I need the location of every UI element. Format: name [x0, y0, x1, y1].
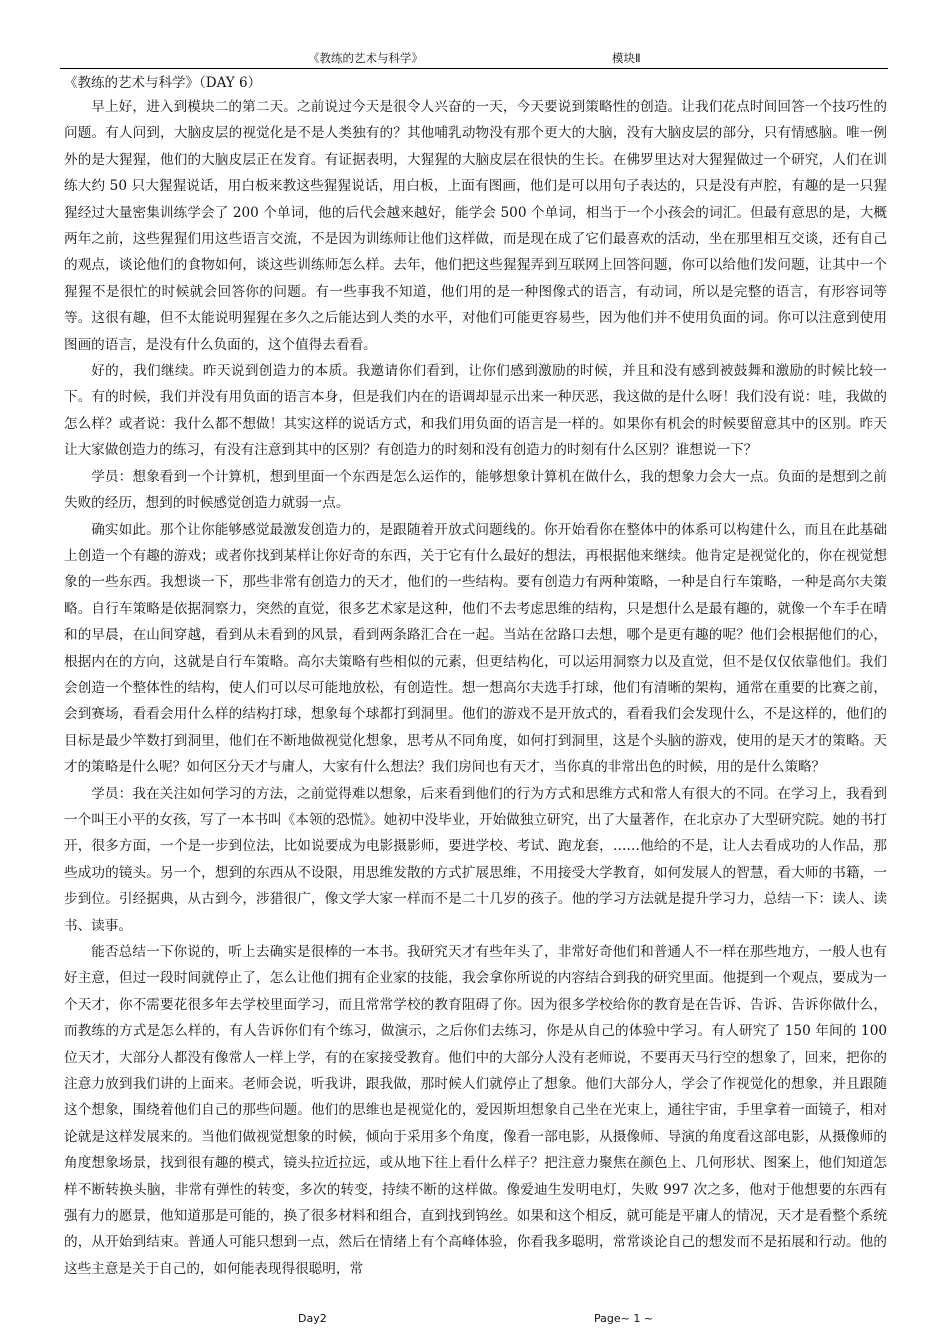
footer-day-label: Day2	[298, 1312, 327, 1325]
document-title: 《教练的艺术与科学》（DAY 6）	[64, 75, 262, 91]
page-footer	[0, 1312, 950, 1332]
page-header	[60, 48, 888, 69]
paragraph: 好的，我们继续。昨天说到创造力的本质。我邀请你们看到，让你们感到激励的时候，并且和没有感到被鼓舞和激励的时候比较一下。有的时候，我们并没有用负面的语言本身，但是我们内在的语调却显示出来一种厌恶，我这做的是什么呀！我们没有说：哇，我做的怎么样？或者说：我什么都不想做！其实这样的说话方式，和我们用负面的语言是一样的。如果你有机会的时候要留意其中的区别。昨天让大家做创造力的练习，有没有注意到其中的区别？有创造力的时刻和没有创造力的时刻有什么区别？谁想说一下？	[64, 363, 887, 459]
header-book-title: 《教练的艺术与科学》	[308, 51, 423, 65]
header-module-label: 模块Ⅱ	[612, 51, 641, 65]
paragraph: 确实如此。那个让你能够感觉最激发创造力的，是跟随着开放式问题线的。你开始看你在整体中的体系可以构建什么，而且在此基础上创造一个有趣的游戏；或者你找到某样让你好奇的东西，关于它有什么最好的想法，再根据他来继续。他肯定是视觉化的，你在视觉想象的一些东西。我想谈一下，那些非常有创造力的天才，他们的一些结构。要有创造力有两种策略，一种是自行车策略，一种是高尔夫策略。自行车策略是依据洞察力，突然的直觉，很多艺术家是这种，他们不去考虑思维的结构，只是想什么是最有趣的，就像一个车手在晴和的早晨，在山间穿越，看到从未看到的风景，看到两条路汇合在一起。当站在岔路口去想，哪个是更有趣的呢？他们会根据他们的心，根据内在的方向，这就是自行车策略。高尔夫策略有些相似的元素，但更结构化，可以运用洞察力以及直觉，但不是仅仅依靠他们。我们会创造一个整体性的结构，使人们可以尽可能地放松，有创造性。想一想高尔夫选手打球，他们有清晰的架构，通常在重要的比赛之前，会到赛场，看看会用什么样的结构打球，想象每个球都打到洞里。他们的游戏不是开放式的，看看我们会发现什么，不是这样的，他们的目标是最少竿数打到洞里，他们在不断地做视觉化想象，思考从不同角度，如何打到洞里，这是个头脑的游戏，使用的是天才的策略。天才的策略是什么呢？如何区分天才与庸人，大家有什么想法？我们房间也有天才，当你真的非常出色的时候，用的是什么策略？	[64, 521, 887, 776]
document-body	[64, 72, 887, 1288]
paragraph: 能否总结一下你说的，听上去确实是很棒的一本书。我研究天才有些年头了，非常好奇他们和普通人不一样在那些地方，一般人也有好主意，但过一段时间就停止了，怎么让他们拥有企业家的技能，我会拿你所说的内容结合到我的研究里面。他提到一个观点，要成为一个天才，你不需要花很多年去学校里面学习，而且常常学校的教育阻碍了你。因为很多学校给你的教育是在告诉、告诉、告诉你做什么，而教练的方式是怎么样的，有人告诉你们有个练习，做演示，之后你们去练习，你是从自己的体验中学习。有人研究了 150 年间的 100 位天才，大部分人都没有像常人一样上学，有的在家接受教育。他们中的大部分人没有老师说，不要再天马行空的想象了，回来，把你的注意力放到我们讲的上面来。老师会说，听我讲，跟我做，那时候人们就停止了想象。他们大部分人，学会了作视觉化的想象，并且跟随这个想象，围绕着他们自己的那些问题。他们的思维也是视觉化的，爱因斯坦想象自己坐在光束上，通往宇宙，手里拿着一面镜子，相对论就是这样发展来的。当他们做视觉想象的时候，倾向于采用多个角度，像看一部电影，从摄像师、导演的角度看这部电影，从摄像师的角度想象场景，找到很有趣的模式，镜头拉近拉远，或从地下往上看什么样子？把注意力聚焦在颜色上、几何形状、图案上，他们知道怎样不断转换头脑，非常有弹性的转变，多次的转变，持续不断的这样做。像爱迪生发明电灯，失败 997 次之多，他对于他想要的东西有强有力的愿景，他知道那是可能的，换了很多材料和组合，直到找到钨丝。如果和这个相反，就可能是平庸人的情况，天才是看整个系统的，从开始到结束。普通人可能只想到一点，然后在情绪上有个高峰体验，你看我多聪明，常常谈论自己的想发而不是拓展和行动。他的这些主意是关于自己的，如何能表现得很聪明，常	[64, 944, 887, 1277]
page-number: Page~ 1 ~	[594, 1312, 654, 1325]
paragraph: 学员：想象看到一个计算机，想到里面一个东西是怎么运作的，能够想象计算机在做什么，我的想象力会大一点。负面的是想到之前失败的经历，想到的时候感觉创造力就弱一点。	[64, 468, 887, 512]
paragraph: 学员：我在关注如何学习的方法，之前觉得难以想象，后来看到他们的行为方式和思维方式和常人有很大的不同。在学习上，我看到一个叫王小平的女孩，写了一本书叫《本领的恐慌》。她初中没毕业，开始做独立研究，出了大量著作，在北京办了大型研究院。她的书打开，很多方面，一个是一步到位法，比如说要成为电影摄影师，要进学校、考试、跑龙套，……他给的不是，让人去看成功的人作品，那些成功的镜头。另一个，想到的东西从不设限，用思维发散的方式扩展思维，不用接受大学教育，如何发展人的智慧，看大师的书籍，一步到位。引经据典，从古到今，涉猎很广，像文学大家一样而不是二十几岁的孩子。他的学习方法就是提升学习力，总结一下：读人、读书、读事。	[64, 785, 887, 934]
paragraph: 早上好，进入到模块二的第二天。之前说过今天是很令人兴奋的一天，今天要说到策略性的创造。让我们花点时间回答一个技巧性的问题。有人问到，大脑皮层的视觉化是不是人类独有的？其他哺乳动物没有那个更大的大脑，没有大脑皮层的部分，只有情感脑。唯一例外的是大猩猩，他们的大脑皮层正在发育。有证据表明，大猩猩的大脑皮层在很快的生长。在佛罗里达对大猩猩做过一个研究，人们在训练大约 50 只大猩猩说话，用白板来教这些猩猩说话，用白板，上面有图画，他们是可以用句子表达的，只是没有声腔，有趣的是一只猩猩经过大量密集训练学会了 200 个单词，他的后代会越来越好，能学会 500 个单词，相当于一个小孩会的词汇。但最有意思的是，大概两年之前，这些猩猩们用这些语言交流，不是因为训练师让他们这样做，而是现在成了它们最喜欢的活动，坐在那里相互交谈，还有自己的观点，谈论他们的食物如何，谈这些训练师怎么样。去年，他们把这些猩猩弄到互联网上回答问题，你可以给他们发问题，让其中一个猩猩不是很忙的时候就会回答你的问题。有一些事我不知道，他们用的是一种图像式的语言，有动词，所以是完整的语言，有形容词等等。这很有趣，但不太能说明猩猩在多久之后能达到人类的水平，对他们可能更容易些，因为他们并不使用负面的词。你可以注意到使用图画的语言，是没有什么负面的，这个值得去看看。	[64, 99, 887, 353]
